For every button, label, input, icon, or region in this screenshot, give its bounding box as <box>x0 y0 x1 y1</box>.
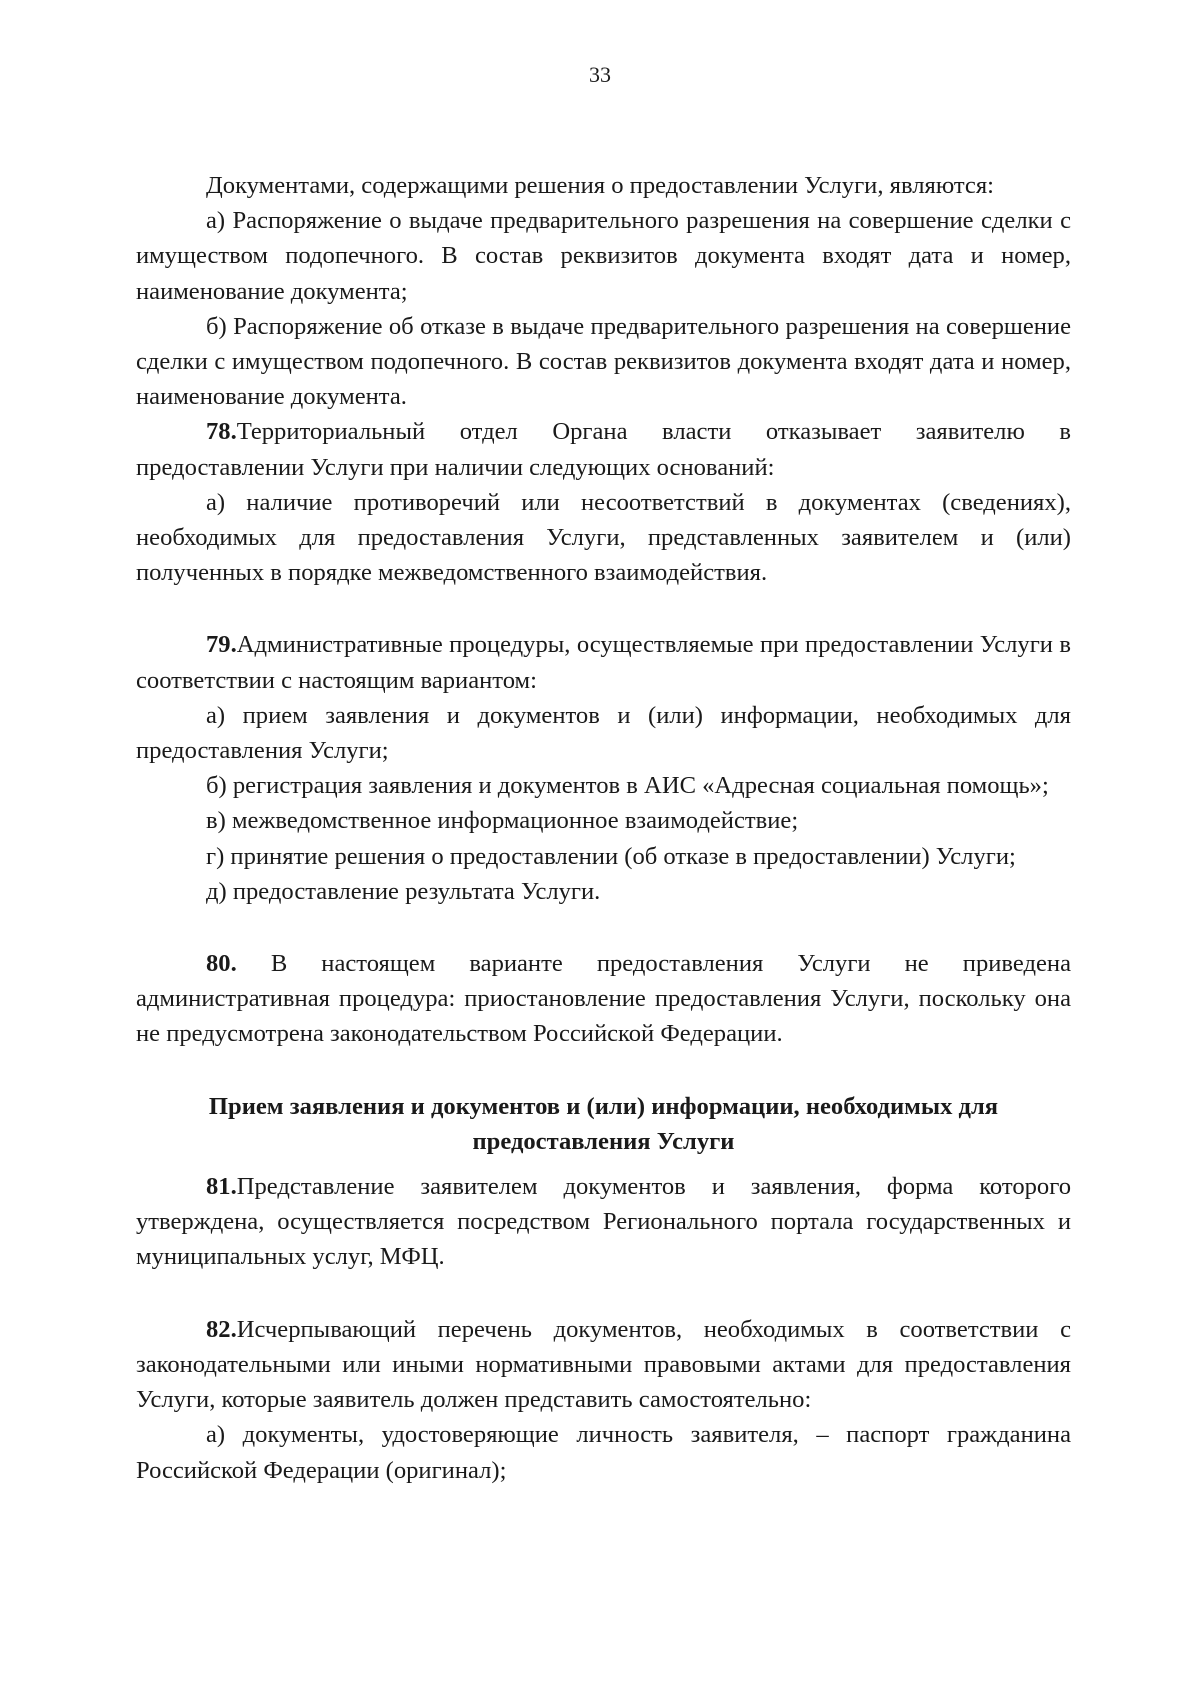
paragraph-number: 78. <box>206 418 237 446</box>
paragraph-decision-documents: Документами, содержащими решения о предоставлении Услуги, являются: <box>206 172 994 199</box>
paragraph-number: 79. <box>206 631 237 659</box>
paragraph-text: В настоящем варианте предоставления Услуги не приведена административная процедура: приостановление предоставления Услуги, поскольку она не предусмотрена законодательством Российской Федерации. <box>136 950 1071 1048</box>
paragraph-79 <box>136 627 1071 697</box>
paragraph-82 <box>136 1312 1071 1418</box>
paragraph-text: Территориальный отдел Органа власти отказывает заявителю в предоставлении Услуги при наличии следующих оснований: <box>136 418 1071 481</box>
paragraph-text: Исчерпывающий перечень документов, необходимых в соответствии с законодательными или иными нормативными правовыми актами для предоставления Услуги, которые заявитель должен представить самостоятельно: <box>136 1315 1071 1414</box>
paragraph-79-item-b: б) регистрация заявления и документов в АИС «Адресная социальная помощь»; <box>206 772 1049 800</box>
paragraph-item-a-permission: а) Распоряжение о выдаче предварительного разрешения на совершение сделки с имуществом подопечного. В состав реквизитов документа входят дата и номер, наименование документа; <box>136 207 1071 305</box>
section-heading: Прием заявления и документов и (или) информации, необходимых для предоставления Услуги <box>208 1092 999 1155</box>
paragraph-78-item-a: а) наличие противоречий или несоответствий в документах (сведениях), необходимых для предоставления Услуги, представленных заявителем и (или) полученных в порядке межведомственного взаимодействия. <box>136 488 1071 587</box>
paragraph-text: Представление заявителем документов и заявления, форма которого утверждена, осуществляется посредством Регионального портала государственных и муниципальных услуг, МФЦ. <box>136 1173 1071 1271</box>
page-number: 33 <box>589 62 611 87</box>
paragraph-number: 81. <box>206 1173 237 1201</box>
paragraph-text: Административные процедуры, осуществляемые при предоставлении Услуги в соответствии с настоящим вариантом: <box>136 631 1071 694</box>
paragraph-78 <box>136 414 1071 484</box>
paragraph-81 <box>136 1169 1071 1275</box>
paragraph-number: 80. <box>206 950 237 978</box>
paragraph-79-item-e: д) предоставление результата Услуги. <box>206 877 601 905</box>
paragraph-82-item-a: а) документы, удостоверяющие личность заявителя, – паспорт гражданина Российской Федерации (оригинал); <box>136 1421 1071 1484</box>
paragraph-number: 82. <box>206 1315 237 1343</box>
paragraph-79-item-a: а) прием заявления и документов и (или) информации, необходимых для предоставления Услуги; <box>136 701 1071 765</box>
paragraph-item-b-refusal: б) Распоряжение об отказе в выдаче предварительного разрешения на совершение сделки с имуществом подопечного. В состав реквизитов документа входят дата и номер, наименование документа. <box>136 312 1071 411</box>
paragraph-79-item-c: в) межведомственное информационное взаимодействие; <box>206 807 799 835</box>
document-body <box>136 168 1071 1488</box>
paragraph-80 <box>136 946 1071 1052</box>
paragraph-79-item-d: г) принятие решения о предоставлении (об отказе в предоставлении) Услуги; <box>206 842 1016 870</box>
